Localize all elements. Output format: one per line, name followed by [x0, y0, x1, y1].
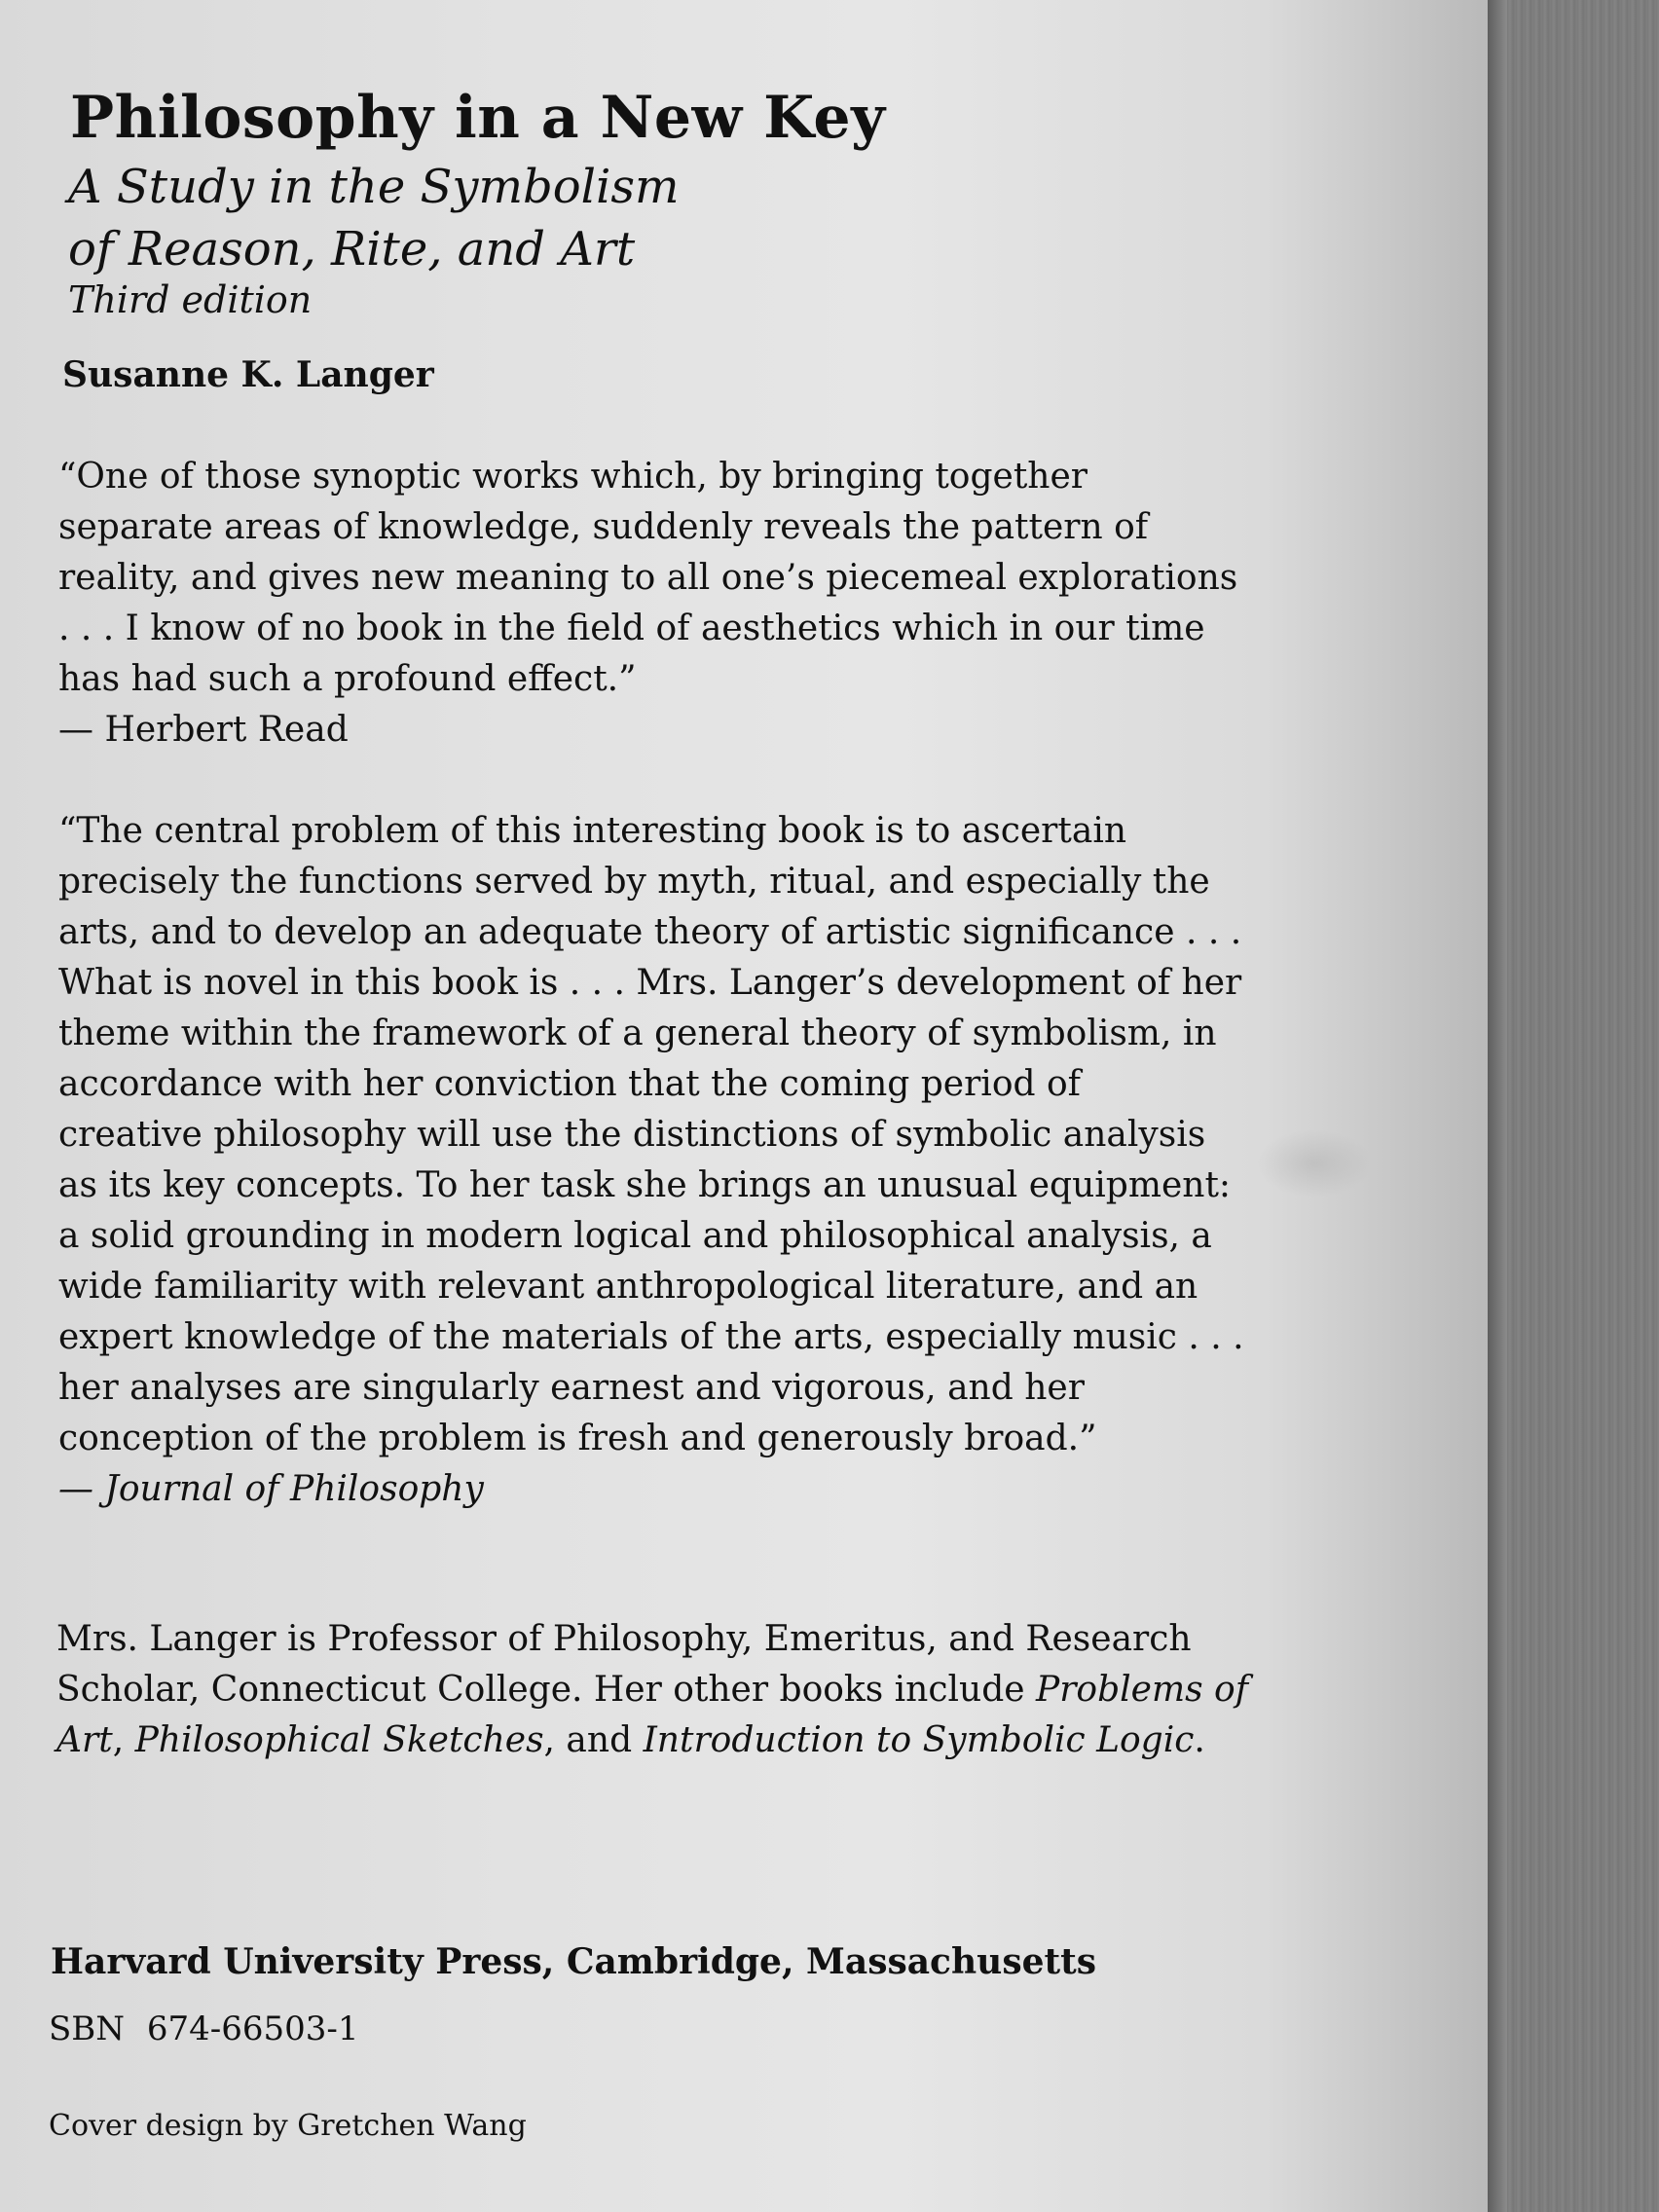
bio-book-philosophical-sketches: Philosophical Sketches: [134, 1720, 544, 1760]
page-smudge: [1256, 1129, 1373, 1198]
bio-book-symbolic-logic: Introduction to Symbolic Logic: [643, 1720, 1195, 1760]
page-edge: [1488, 0, 1507, 2212]
publisher: Harvard University Press, Cambridge, Massachusetts: [51, 1941, 1097, 1982]
cover-design-credit: Cover design by Gretchen Wang: [49, 2109, 527, 2143]
quote-line: wide familiarity with relevant anthropological literature, and an: [58, 1267, 1198, 1307]
bio-separator: ,: [112, 1720, 135, 1760]
subtitle-line-2: of Reason, Rite, and Art: [68, 222, 636, 276]
quote-line: conception of the problem is fresh and generously broad.”: [58, 1419, 1097, 1458]
quote-line: theme within the framework of a general theory of symbolism, in: [58, 1014, 1217, 1053]
quote-line: . . . I know of no book in the field of aesthetics which in our time: [58, 608, 1205, 648]
quote-line: a solid grounding in modern logical and philosophical analysis, a: [58, 1216, 1212, 1256]
quote-attribution: — Journal of Philosophy: [58, 1469, 484, 1509]
bio-book-problems-of-art: Problems of: [1036, 1670, 1249, 1710]
book-spine: [1507, 0, 1659, 2212]
quote-line: “One of those synoptic works which, by bringing together: [58, 457, 1088, 497]
quote-line: expert knowledge of the materials of the arts, especially music . . .: [58, 1317, 1244, 1357]
quote-line: What is novel in this book is . . . Mrs. Langer’s development of her: [58, 963, 1242, 1003]
author-bio: [56, 1614, 1248, 1766]
quote-line: as its key concepts. To her task she brings an unusual equipment:: [58, 1165, 1232, 1205]
isbn: SBN 674-66503-1: [49, 2009, 359, 2048]
edition-label: Third edition: [68, 278, 313, 321]
bio-separator: , and: [543, 1720, 644, 1760]
bio-line-2: [56, 1665, 1248, 1715]
review-quote-journal-of-philosophy: [58, 806, 1244, 1515]
quote-line: creative philosophy will use the distinctions of symbolic analysis: [58, 1115, 1206, 1155]
author-name: Susanne K. Langer: [62, 354, 434, 395]
bio-line-2-text: Scholar, Connecticut College. Her other books include: [56, 1670, 1036, 1710]
subtitle-line-1: A Study in the Symbolism: [68, 160, 680, 214]
quote-line: arts, and to develop an adequate theory of artistic significance . . .: [58, 912, 1242, 952]
quote-line: reality, and gives new meaning to all one’s piecemeal explorations: [58, 558, 1238, 598]
book-title: Philosophy in a New Key: [70, 84, 886, 152]
quote-line: “The central problem of this interesting book is to ascertain: [58, 811, 1127, 851]
quote-line: her analyses are singularly earnest and vigorous, and her: [58, 1368, 1085, 1408]
quote-line: precisely the functions served by myth, ritual, and especially the: [58, 862, 1210, 902]
bio-line-3: [56, 1715, 1248, 1766]
review-quote-herbert-read: [58, 452, 1237, 756]
quote-line: separate areas of knowledge, suddenly reveals the pattern of: [58, 507, 1149, 547]
quote-attribution: — Herbert Read: [58, 710, 349, 750]
bio-book-problems-of-art-cont: Art: [56, 1720, 113, 1760]
bio-line-1: Mrs. Langer is Professor of Philosophy, Emeritus, and Research: [56, 1619, 1192, 1659]
quote-line: has had such a profound effect.”: [58, 659, 637, 699]
book-subtitle: [68, 156, 680, 280]
quote-line: accordance with her conviction that the coming period of: [58, 1064, 1081, 1104]
bio-end: .: [1194, 1720, 1205, 1760]
